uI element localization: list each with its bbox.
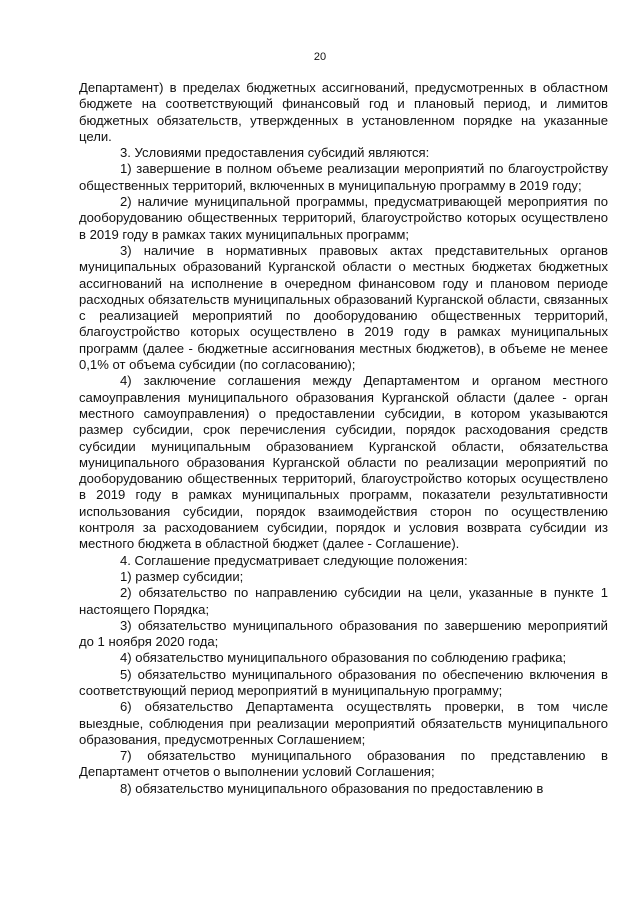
paragraph: 2) наличие муниципальной программы, предусматривающей мероприятия по дооборудованию общественных территорий, благоустройство которых осуществлено в 2019 году в рамках таких муниципальных программ; bbox=[79, 194, 608, 242]
paragraph: 4. Соглашение предусматривает следующие положения: bbox=[120, 552, 468, 568]
paragraph: 8) обязательство муниципального образования по предоставлению в bbox=[120, 780, 544, 796]
paragraph: 3) обязательство муниципального образования по завершению мероприятий до 1 ноября 2020 года; bbox=[79, 617, 608, 650]
paragraph: 7) обязательство муниципального образования по представлению в Департамент отчетов о выполнении условий Соглашения; bbox=[79, 748, 608, 780]
paragraph: 4) обязательство муниципального образования по соблюдению графика; bbox=[120, 650, 567, 666]
paragraph: 3) наличие в нормативных правовых актах представительных органов муниципальных образований Курганской области о местных бюджетах бюджетных ассигнований на исполнение в очередном финансовом году и плановом периоде расходных обязательств муниципальных образований Курганской области, связанных с реализацией мероприятий по дооборудованию общественных территорий, благоустройство которых осуществлено в 2019 году в рамках муниципальных программ (далее - бюджетные ассигнования местных бюджетов), в объеме не менее 0,1% от объема субсидии (по согласованию); bbox=[79, 242, 608, 373]
page-number: 20 bbox=[313, 51, 327, 63]
paragraph: 6) обязательство Департамента осуществлять проверки, в том числе выездные, соблюдения при реализации мероприятий обязательств муниципального образования, предусмотренных Соглашением; bbox=[79, 699, 608, 747]
paragraph: 4) заключение соглашения между Департаментом и органом местного самоуправления муниципального образования Курганской области (далее - орган местного самоуправления) о предоставлении субсидии, в котором указываются размер субсидии, срок перечисления субсидии, порядок расходования средств субсидии муниципальным образованием Курганской области, обязательства муниципального образования Курганской области по реализации мероприятий по дооборудованию общественных территорий, благоустройство которых осуществлено в 2019 году в рамках муниципальных программ, показатели результативности использования субсидии, порядок взаимодействия сторон по осуществлению контроля за расходованием субсидии, порядок и условия возврата субсидии из местного бюджета в областной бюджет (далее - Соглашение). bbox=[79, 373, 608, 552]
paragraph: 1) размер субсидии; bbox=[120, 568, 244, 584]
paragraph: 3. Условиями предоставления субсидий являются: bbox=[120, 145, 430, 161]
paragraph: 1) завершение в полном объеме реализации мероприятий по благоустройству общественных территорий, включенных в муниципальную программу в 2019 году; bbox=[79, 161, 608, 193]
paragraph: Департамент) в пределах бюджетных ассигнований, предусмотренных в областном бюджете на соответствующий финансовый год и плановый период, и лимитов бюджетных обязательств, утвержденных в установленном порядке на указанные цели. bbox=[79, 80, 608, 144]
paragraph: 5) обязательство муниципального образования по обеспечению включения в соответствующий период мероприятий в муниципальную программу; bbox=[79, 666, 608, 698]
paragraph: 2) обязательство по направлению субсидии на цели, указанные в пункте 1 настоящего Порядка; bbox=[79, 585, 608, 617]
document-body bbox=[79, 80, 608, 797]
